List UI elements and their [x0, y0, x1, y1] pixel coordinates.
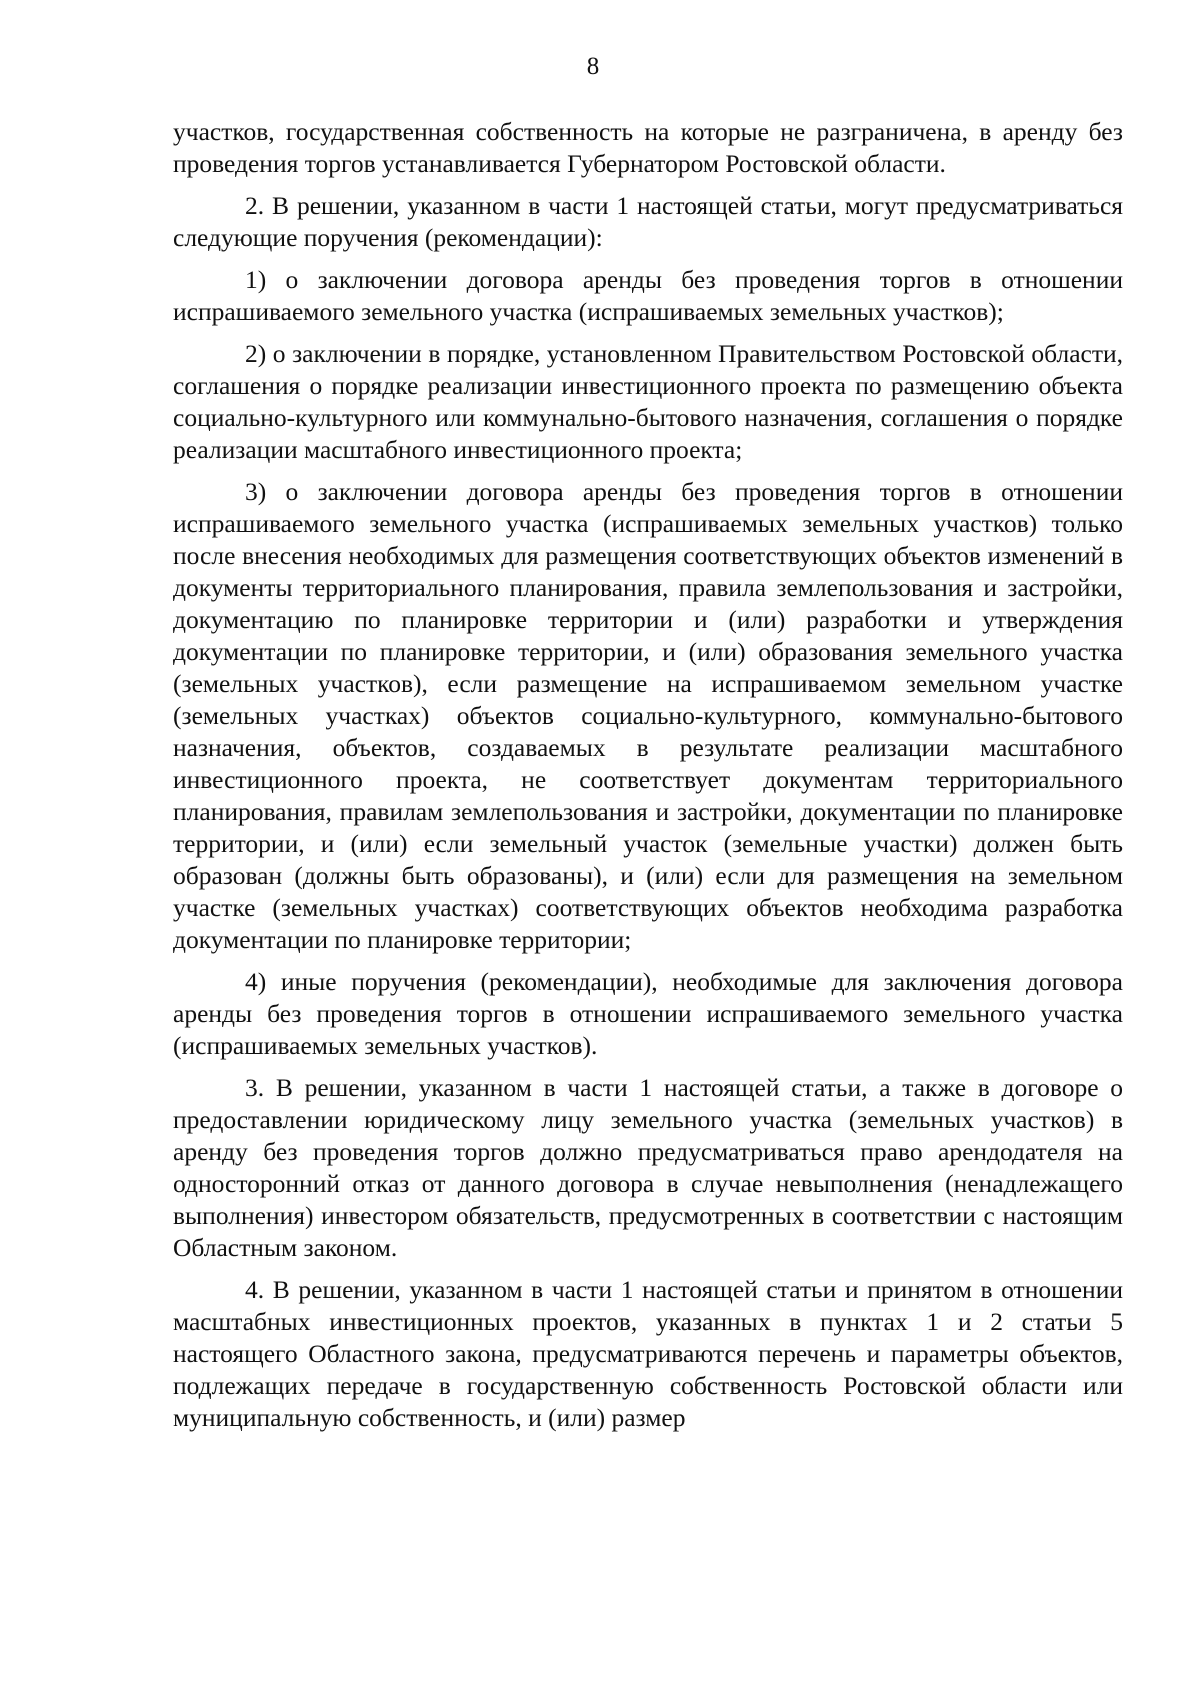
page-number: 8: [586, 53, 600, 80]
paragraph-item-4: 4) иные поручения (рекомендации), необходимые для заключения договора аренды без проведения торгов в отношении испрашиваемого земельного участка (испрашиваемых земельных участков).: [173, 967, 1123, 1060]
paragraph-item-1: 1) о заключении договора аренды без проведения торгов в отношении испрашиваемого земельного участка (испрашиваемых земельных участков);: [173, 265, 1123, 326]
paragraph-item-3: 3) о заключении договора аренды без проведения торгов в отношении испрашиваемого земельного участка (испрашиваемых земельных участков) только после внесения необходимых для размещения соответствующих объектов изменений в документы территориального планирования, правила землепользования и застройки, документацию по планировке территории и (или) разработки и утверждения документации по планировке территории, и (или) образования земельного участка (земельных участков), если размещение на испрашиваемом земельном участке (земельных участках) объектов социально-культурного, коммунально-бытового назначения, объектов, создаваемых в результате реализации масштабного инвестиционного проекта, не соответствует документам территориального планирования, правилам землепользования и застройки, документации по планировке территории, и (или) если земельный участок (земельные участки) должен быть образован (должны быть образованы), и (или) если для размещения на земельном участке (земельных участках) соответствующих объектов необходима разработка документации по планировке территории;: [173, 477, 1123, 954]
paragraph-part-2: 2. В решении, указанном в части 1 настоящей статьи, могут предусматриваться следующие поручения (рекомендации):: [173, 191, 1123, 252]
paragraph-item-2: 2) о заключении в порядке, установленном Правительством Ростовской области, соглашения о порядке реализации инвестиционного проекта по размещению объекта социально-культурного или коммунально-бытового назначения, соглашения о порядке реализации масштабного инвестиционного проекта;: [173, 339, 1123, 464]
document-body: [173, 116, 1123, 1444]
paragraph-part-4: 4. В решении, указанном в части 1 настоящей статьи и принятом в отношении масштабных инвестиционных проектов, указанных в пунктах 1 и 2 статьи 5 настоящего Областного закона, предусматриваются перечень и параметры объектов, подлежащих передаче в государственную собственность Ростовской области или муниципальную собственность, и (или) размер: [173, 1275, 1123, 1432]
paragraph-part-3: 3. В решении, указанном в части 1 настоящей статьи, а также в договоре о предоставлении юридическому лицу земельного участка (земельных участков) в аренду без проведения торгов должно предусматриваться право арендодателя на односторонний отказ от данного договора в случае невыполнения (ненадлежащего выполнения) инвестором обязательств, предусмотренных в соответствии с настоящим Областным законом.: [173, 1073, 1123, 1262]
paragraph-continuation: участков, государственная собственность на которые не разграничена, в аренду без проведения торгов устанавливается Губернатором Ростовской области.: [173, 117, 1123, 178]
